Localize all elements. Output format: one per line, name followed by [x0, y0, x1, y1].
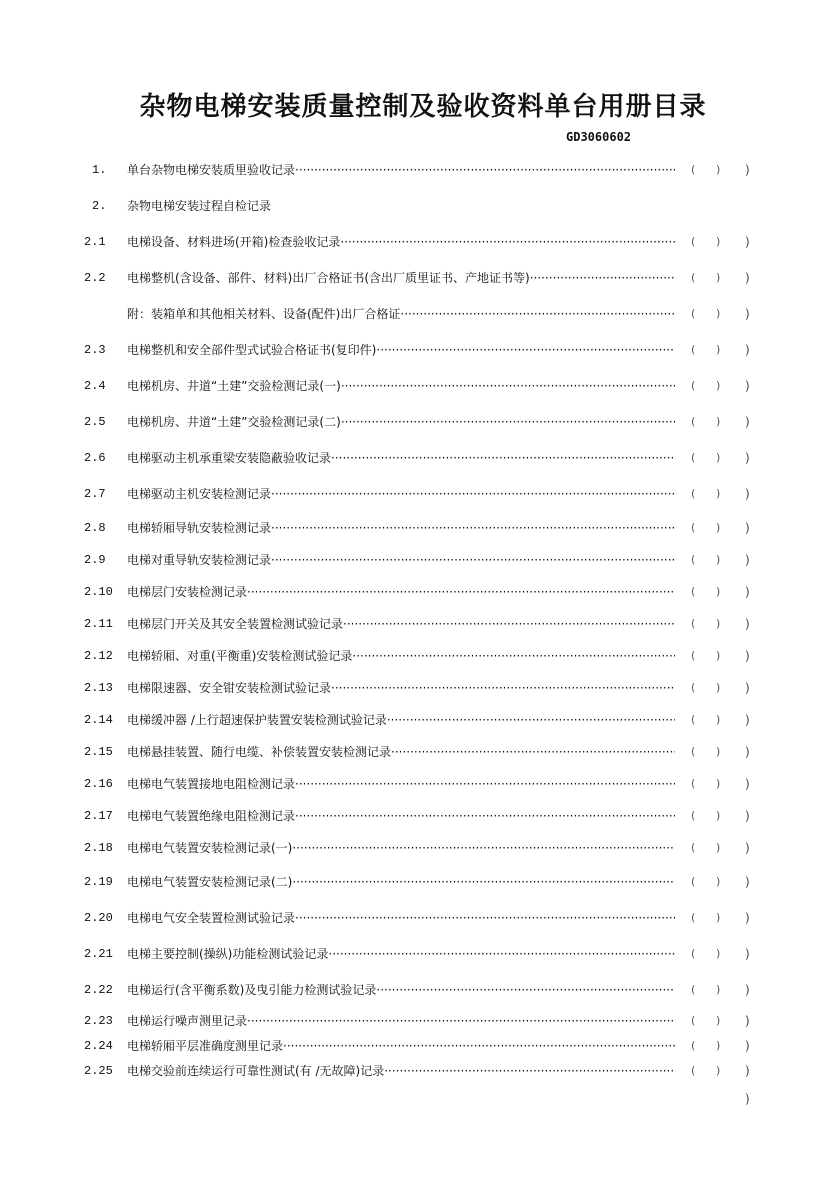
toc-item	[0, 486, 838, 502]
page-number-bracket: )	[745, 617, 750, 631]
page-number-bracket: )	[745, 809, 750, 823]
toc-item-title: 电梯电气安全装置检测试验记录 ·····	[127, 910, 675, 926]
page-number-bracket: )	[745, 163, 750, 177]
page-number-bracket: )	[745, 875, 750, 889]
toc-item-number: 1.	[92, 163, 107, 177]
toc-item-number: 2.24	[84, 1039, 113, 1053]
toc-item	[0, 234, 838, 250]
toc-item	[0, 776, 838, 792]
bracket-close: )	[716, 379, 721, 392]
toc-item-number: 2.9	[84, 553, 106, 567]
bracket-close: )	[716, 681, 721, 694]
toc-item-number: 2.20	[84, 911, 113, 925]
toc-item-title: 电梯运行(含平衡系数)及曳引能力检测试验记录 ·····	[127, 982, 675, 998]
toc-item-title: 电梯驱动主机承重梁安装隐蔽验收记录 ·····	[127, 450, 675, 466]
bracket-open: (	[691, 841, 696, 854]
page-number-bracket: )	[745, 487, 750, 501]
page-number-bracket: )	[745, 585, 750, 599]
bracket-open: (	[691, 649, 696, 662]
page-number-bracket: )	[745, 947, 750, 961]
toc-item-title: 电梯设备、材料进场(开箱)检查验收记录 ·····	[127, 234, 675, 250]
toc-item-number: 2.14	[84, 713, 113, 727]
document-code: GD3060602	[566, 130, 632, 144]
bracket-close: )	[716, 809, 721, 822]
bracket-open: (	[691, 1064, 696, 1077]
page-number-bracket: )	[745, 307, 750, 321]
bracket-close: )	[745, 1092, 750, 1106]
page-number-bracket: )	[745, 1014, 750, 1028]
toc-item	[0, 414, 838, 430]
page-number-bracket: )	[745, 521, 750, 535]
toc-item-title: 杂物电梯安装过程自检记录	[127, 199, 272, 213]
bracket-open: (	[691, 875, 696, 888]
page-number-bracket: )	[745, 841, 750, 855]
bracket-close: )	[716, 875, 721, 888]
page-number-bracket: )	[745, 745, 750, 759]
bracket-open: (	[691, 745, 696, 758]
toc-item-title: 电梯轿厢导轨安装检测记录 ·····	[127, 520, 675, 536]
toc-item-number: 2.5	[84, 415, 106, 429]
toc-item-title: 电梯层门安装检测记录 ·····	[127, 584, 675, 600]
toc-item-number: 2.23	[84, 1014, 113, 1028]
toc-item	[0, 1038, 838, 1054]
bracket-open: (	[691, 809, 696, 822]
toc-item-number: 2.2	[84, 271, 106, 285]
bracket-open: (	[691, 415, 696, 428]
toc-item	[0, 520, 838, 536]
toc-item-title: 电梯层门开关及其安全装置检测试验记录 ·····	[127, 616, 675, 632]
page-number-bracket: )	[745, 415, 750, 429]
toc-item-number: 2.4	[84, 379, 106, 393]
bracket-open: (	[691, 343, 696, 356]
toc-item-title: 电梯机房、井道“土建”交验检测记录(一) ·····	[127, 378, 675, 394]
toc-item	[0, 270, 838, 286]
bracket-close: )	[716, 487, 721, 500]
toc-item-title: 电梯悬挂装置、随行电缆、补偿装置安装检测记录 ·····	[127, 744, 675, 760]
bracket-open: (	[691, 553, 696, 566]
bracket-close: )	[716, 713, 721, 726]
toc-item-number: 2.17	[84, 809, 113, 823]
toc-item	[0, 450, 838, 466]
toc-item-title: 电梯轿厢平层准确度测里记录 ·····	[127, 1038, 675, 1054]
page-number-bracket: )	[745, 1039, 750, 1053]
toc-item-title: 电梯限速器、安全钳安装检测试验记录 ·····	[127, 680, 675, 696]
page-number-bracket: )	[745, 1064, 750, 1078]
page-number-bracket: )	[745, 451, 750, 465]
toc-item-number: 2.1	[84, 235, 106, 249]
toc-item	[0, 198, 838, 214]
toc-item-number: 2.11	[84, 617, 113, 631]
toc-item	[0, 910, 838, 926]
bracket-close: )	[716, 911, 721, 924]
page-number-bracket: )	[745, 777, 750, 791]
bracket-open: (	[691, 271, 696, 284]
toc-item	[0, 306, 838, 322]
toc-item-title: 电梯主要控制(操纵)功能检测试验记录 ·····	[127, 946, 675, 962]
toc-item-title: 电梯驱动主机安装检测记录 ·····	[127, 486, 675, 502]
bracket-close: )	[716, 235, 721, 248]
toc-item-title: 电梯轿厢、对重(平衡重)安装检测试验记录 ·····	[127, 648, 675, 664]
bracket-open: (	[691, 235, 696, 248]
toc-item-number: 2.10	[84, 585, 113, 599]
toc-item	[0, 552, 838, 568]
toc-item-title: 电梯交验前连续运行可靠性测试(有 /无故障)记录 ·····	[127, 1063, 675, 1079]
bracket-close: )	[716, 1014, 721, 1027]
toc-item	[0, 584, 838, 600]
bracket-open: (	[691, 379, 696, 392]
bracket-open: (	[691, 1014, 696, 1027]
bracket-close: )	[716, 777, 721, 790]
toc-item	[0, 162, 838, 178]
page-number-bracket: )	[745, 681, 750, 695]
toc-item-number: 2.25	[84, 1064, 113, 1078]
toc-item	[0, 712, 838, 728]
document-title: 杂物电梯安装质量控制及验收资料单台用册目录	[139, 92, 707, 122]
bracket-open: (	[691, 163, 696, 176]
toc-item-number: 2.12	[84, 649, 113, 663]
bracket-close: )	[716, 983, 721, 996]
bracket-open: (	[691, 777, 696, 790]
bracket-close: )	[716, 947, 721, 960]
toc-item-number: 2.8	[84, 521, 106, 535]
toc-item	[0, 840, 838, 856]
toc-item-title: 电梯机房、井道“土建”交验检测记录(二) ·····	[127, 414, 675, 430]
toc-item-title: 电梯整机(含设备、部件、材料)出厂合格证书(含出厂质里证书、产地证书等) ·····	[127, 270, 675, 286]
toc-item	[0, 648, 838, 664]
page-number-bracket: )	[745, 271, 750, 285]
toc-item-number: 2.7	[84, 487, 106, 501]
toc-item-title: 电梯运行噪声测里记录 ·····	[127, 1013, 675, 1029]
toc-item-title: 电梯电气装置安装检测记录(一) ·····	[127, 840, 675, 856]
bracket-close: )	[716, 1064, 721, 1077]
bracket-open: (	[691, 307, 696, 320]
toc-item	[0, 1013, 838, 1029]
toc-item	[0, 874, 838, 890]
toc-item-number: 2.6	[84, 451, 106, 465]
toc-item	[0, 680, 838, 696]
bracket-open: (	[691, 947, 696, 960]
toc-item-number: 2.13	[84, 681, 113, 695]
toc-item	[0, 946, 838, 962]
toc-item	[0, 342, 838, 358]
bracket-close: )	[716, 841, 721, 854]
toc-item-number: 2.19	[84, 875, 113, 889]
bracket-close: )	[716, 163, 721, 176]
toc-item-title: 电梯电气装置接地电阻检测记录 ·····	[127, 776, 675, 792]
bracket-open: (	[691, 1039, 696, 1052]
bracket-close: )	[716, 343, 721, 356]
bracket-open: (	[691, 487, 696, 500]
bracket-open: (	[691, 451, 696, 464]
toc-item	[0, 616, 838, 632]
toc-item	[0, 808, 838, 824]
toc-item-title: 电梯对重导轨安装检测记录 ·····	[127, 552, 675, 568]
bracket-close: )	[716, 307, 721, 320]
page-number-bracket: )	[745, 235, 750, 249]
bracket-close: )	[716, 553, 721, 566]
toc-item	[0, 378, 838, 394]
bracket-close: )	[716, 649, 721, 662]
bracket-close: )	[716, 1039, 721, 1052]
toc-item	[0, 982, 838, 998]
page-number-bracket: )	[745, 553, 750, 567]
bracket-open: (	[691, 617, 696, 630]
toc-item-number: 2.21	[84, 947, 113, 961]
toc-item	[0, 744, 838, 760]
toc-item-title: 电梯缓冲器 /上行超速保护装置安装检测试验记录 ·····	[127, 712, 675, 728]
page-number-bracket: )	[745, 911, 750, 925]
toc-item-title: 电梯电气装置绝缘电阻检测记录 ·····	[127, 808, 675, 824]
bracket-open: (	[691, 521, 696, 534]
bracket-open: (	[691, 681, 696, 694]
toc-item-number: 2.3	[84, 343, 106, 357]
page-number-bracket: )	[745, 649, 750, 663]
toc-item	[0, 1063, 838, 1079]
bracket-open: (	[691, 713, 696, 726]
toc-item-title: 电梯整机和安全部件型式试验合格证书(复印件) ·····	[127, 342, 675, 358]
page-number-bracket: )	[745, 983, 750, 997]
bracket-close: )	[716, 745, 721, 758]
bracket-open: (	[691, 911, 696, 924]
bracket-close: )	[716, 585, 721, 598]
bracket-close: )	[716, 415, 721, 428]
toc-item-number: 2.18	[84, 841, 113, 855]
toc-item-number: 2.22	[84, 983, 113, 997]
toc-item-number: 2.16	[84, 777, 113, 791]
toc-item-title: 附：装箱单和其他相关材料、设备(配件)出厂合格证 ·····	[127, 306, 675, 322]
bracket-close: )	[716, 617, 721, 630]
page-number-bracket: )	[745, 713, 750, 727]
toc-item-title: 电梯电气装置安装检测记录(二) ·····	[127, 874, 675, 890]
page-number-bracket: )	[745, 343, 750, 357]
page-number-bracket: )	[745, 379, 750, 393]
toc-item-number: 2.	[92, 199, 107, 213]
bracket-close: )	[716, 271, 721, 284]
bracket-close: )	[716, 521, 721, 534]
toc-item-number: 2.15	[84, 745, 113, 759]
bracket-open: (	[691, 983, 696, 996]
bracket-open: (	[691, 585, 696, 598]
toc-item-title: 单台杂物电梯安装质里验收记录 ·····	[127, 162, 675, 178]
bracket-close: )	[716, 451, 721, 464]
